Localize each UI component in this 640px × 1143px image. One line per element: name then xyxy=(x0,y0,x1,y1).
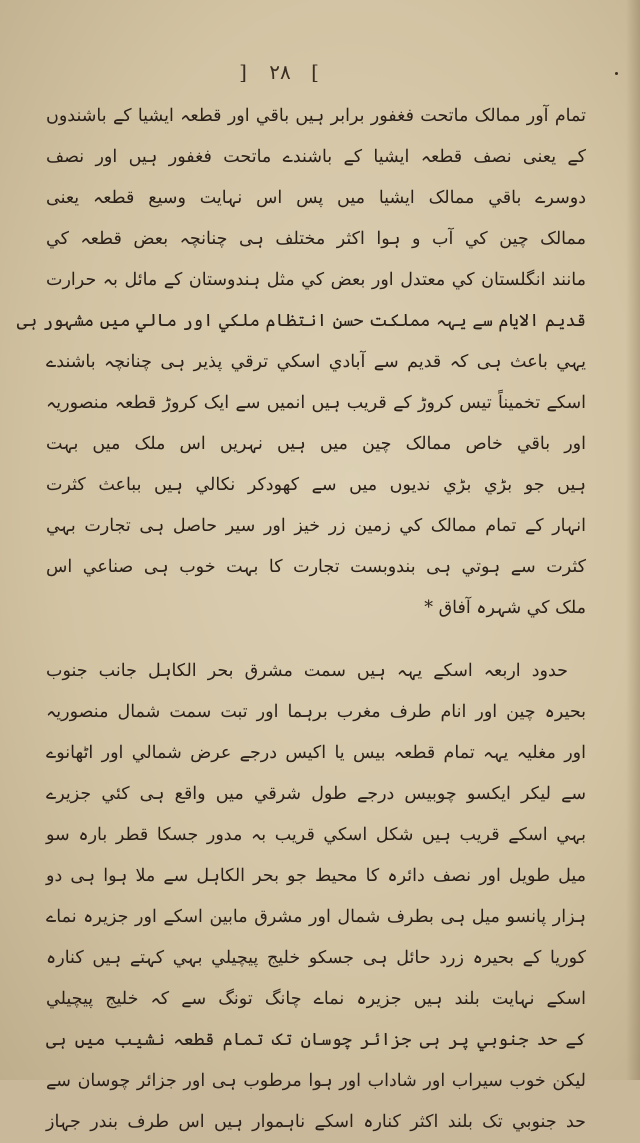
text-line: انہار کے تمام ممالک کي زمین زر خیز اور سیر حاصل ہی تجارت بہي xyxy=(46,516,586,536)
text-line: اسکے تخمیناً تیس کروڑ کے قریب ہیں انمیں سے ایک کروڑ قطعہ منصوریہ xyxy=(46,393,586,413)
text-line: بحیرہ چین اور انام طرف مغرب برہما اور تبت سمت شمال منصوریہ xyxy=(46,702,586,722)
paragraph-2 xyxy=(46,651,586,1143)
text-line: اسکے نہایت بلند ہیں جزیرہ نماے چانگ تونگ سے کہ خلیج پیچیلي xyxy=(46,989,586,1009)
text-line: قدیم الایام سے یہہ مملکت حسن انتظام ملکي اور مالي میں مشہور ہی xyxy=(16,311,586,331)
bracket-open: ] xyxy=(239,60,249,84)
text-line-first: حدود اربعہ اسکے یہہ ہیں سمت مشرق بحر الکاہل جانب جنوب xyxy=(46,661,568,681)
bracket-close: [ xyxy=(311,60,321,84)
text-line: تمام آور ممالک ماتحت فغفور برابر ہیں باقي اور قطعہ ایشیا کے باشندوں xyxy=(46,106,586,126)
body-text xyxy=(16,96,586,1143)
text-line: اور باقي خاص ممالک چین میں ہیں نہریں اس ملک میں بہت xyxy=(46,434,586,454)
page-edge-shadow xyxy=(626,0,640,1080)
text-line: کے حد جنوبي پر ہی جزائر چوسان تک تمام قطعہ نشیب میں ہی xyxy=(46,1030,586,1050)
text-line: میل طویل اور نصف دائرہ کا محیط جو بحر الکاہل سے ملا ہوا ہی دو xyxy=(46,866,586,886)
text-line: دوسرے باقي ممالک ایشیا میں پس اس نہایت وسیع قطعہ یعنی xyxy=(46,188,586,208)
text-line: بہي اسکے قریب ہیں شکل اسکي قریب بہ مدور جسکا قطر بارہ سو xyxy=(46,825,586,845)
text-line: ہزار پانسو میل ہی بطرف شمال اور مشرق مابین اسکے اور جزیرہ نماے xyxy=(46,907,586,927)
ink-speck xyxy=(615,72,618,75)
text-line: کوریا کے بحیرہ زرد حائل ہی جسکو خلیج پیچیلي بہي کہتے ہیں کنارہ xyxy=(46,948,586,968)
text-line: حد جنوبي تک بلند اکثر کنارہ اسکے ناہموار ہیں اس طرف بندر جہاز xyxy=(46,1112,586,1132)
paragraph-gap xyxy=(46,629,586,651)
text-line: کے یعنی نصف قطعہ ایشیا کے باشندے ماتحت فغفور ہیں اور نصف xyxy=(46,147,586,167)
text-line: ہیں جو بڑي بڑي ندیوں میں سے کھودکر نکالي ہیں بباعث کثرت xyxy=(46,475,586,495)
text-line: سے لیکر ایکسو چوبیس درجے طول شرقي میں واقع ہی کئي جزیرے xyxy=(46,784,586,804)
page-number: ۲۸ xyxy=(269,60,291,84)
text-line: یہي باعث ہی کہ قدیم سے آبادي اسکي ترقي پذیر ہی چنانچہ باشندے xyxy=(46,352,586,372)
text-line: ممالک چین کي آب و ہوا اکثر مختلف ہی چنانچہ بعض قطعہ کي xyxy=(46,229,586,249)
page-number-header xyxy=(0,60,560,84)
text-line: کثرت سے ہوتي ہی بندوبست تجارت کا بہت خوب ہی صناعي اس xyxy=(46,557,586,577)
text-line: مانند انگلستان کي معتدل اور بعض کي مثل ہندوستان کے مائل بہ حرارت xyxy=(46,270,586,290)
paragraph-1 xyxy=(16,96,586,629)
text-line: لیکن خوب سیراب اور شاداب اور ہوا مرطوب ہی اور جزائر چوسان سے xyxy=(46,1071,586,1091)
text-line: اور مغلیہ یہہ تمام قطعہ بیس یا اکیس درجے عرض شمالي اور اٹھانوے xyxy=(46,743,586,763)
text-line-last: ملک کي شہرہ آفاق * xyxy=(424,598,586,618)
